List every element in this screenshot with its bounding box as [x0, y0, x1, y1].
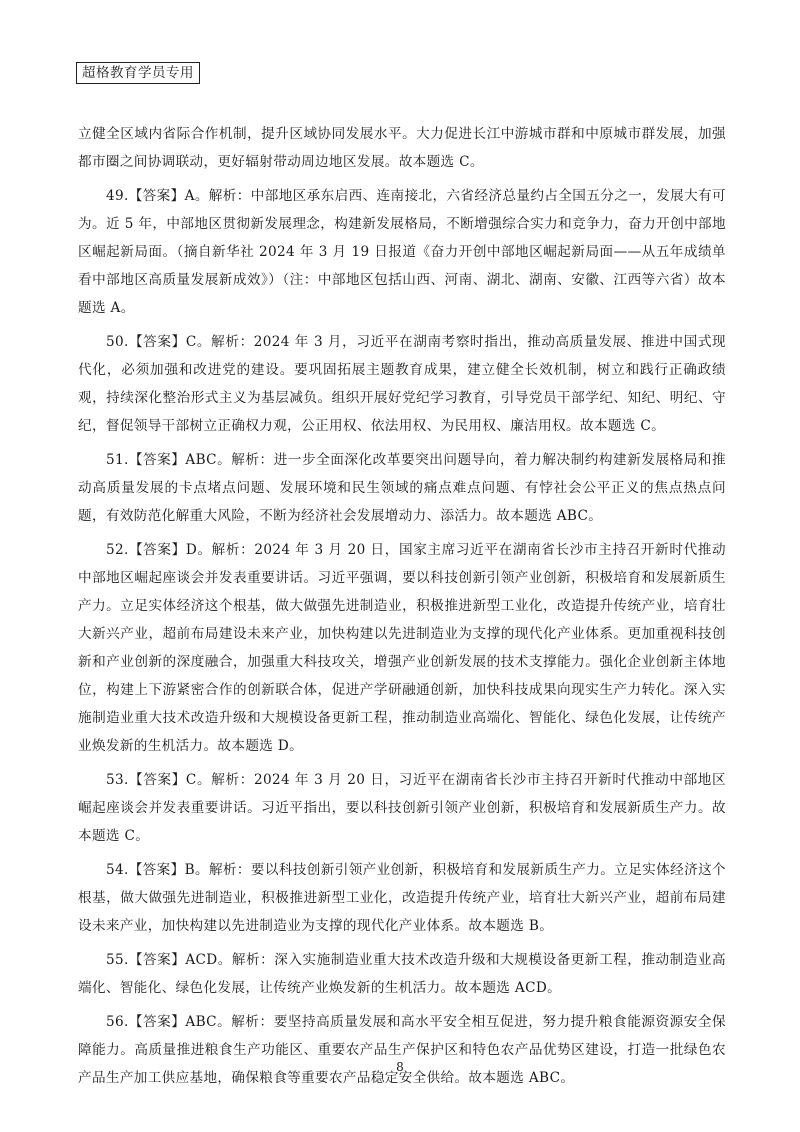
answer-49: 49.【答案】A。解析：中部地区承东启西、连南接北，六省经济总量约占全国五分之一，发展大有可为。近 5 年，中部地区贯彻新发展理念，构建新发展格局，不断增强综合实力和竞争力，奋力开创中部地区崛起新局面。（摘自新华社 2024 年 3 月 19 日报道《奋力开创中部地区崛起新局面——从五年成绩单看中部地区高质量发展新成效》）（注：中部地区包括山西、河南、湖北、湖南、安徽、江西等六省）故本题选 A。 — [78, 188, 726, 316]
page-number: 8 — [396, 1060, 404, 1074]
document-body — [78, 120, 726, 1098]
answer-52: 52.【答案】D。解析：2024 年 3 月 20 日，国家主席习近平在湖南省长沙市主持召开新时代推动中部地区崛起座谈会并发表重要讲话。习近平强调，要以科技创新引领产业创新，积极培育和发展新质生产力。立足实体经济这个根基，做大做强先进制造业，积极推进新型工业化，改造提升传统产业，培育壮大新兴产业，超前布局建设未来产业，加快构建以先进制造业为支撑的现代化产业体系。更加重视科技创新和产业创新的深度融合，加强重大科技攻关，增强产业创新发展的技术支撑能力。强化企业创新主体地位，构建上下游紧密合作的创新联合体，促进产学研融通创新，加快科技成果向现实生产力转化。深入实施制造业重大技术改造升级和大规模设备更新工程，推动制造业高端化、智能化、绿色化发展，让传统产业焕发新的生机活力。故本题选 D。 — [78, 542, 726, 754]
answer-53: 53.【答案】C。解析：2024 年 3 月 20 日，习近平在湖南省长沙市主持召开新时代推动中部地区崛起座谈会并发表重要讲话。习近平指出，要以科技创新引领产业创新，积极培育和发展新质生产力。故本题选 C。 — [78, 772, 726, 844]
answer-56: 56.【答案】ABC。解析：要坚持高质量发展和高水平安全相互促进，努力提升粮食能源资源安全保障能力。高质量推进粮食生产功能区、重要农产品生产保护区和特色农产品优势区建设，打造一批绿色农产品生产加工供应基地，确保粮食等重要农产品稳定安全供给。故本题选 ABC。 — [78, 1014, 726, 1086]
answer-55: 55.【答案】ACD。解析：深入实施制造业重大技术改造升级和大规模设备更新工程，推动制造业高端化、智能化、绿色化发展，让传统产业焕发新的生机活力。故本题选 ACD。 — [78, 952, 726, 996]
watermark-stamp: 超格教育学员专用 — [76, 62, 200, 84]
answer-50: 50.【答案】C。解析：2024 年 3 月，习近平在湖南考察时指出，推动高质量发展、推进中国式现代化，必须加强和改进党的建设。要巩固拓展主题教育成果，建立健全长效机制，树立和践行正确政绩观，持续深化整治形式主义为基层减负。组织开展好党纪学习教育，引导党员干部学纪、知纪、明纪、守纪，督促领导干部树立正确权力观，公正用权、依法用权、为民用权、廉洁用权。故本题选 C。 — [78, 334, 726, 434]
answer-54: 54.【答案】B。解析：要以科技创新引领产业创新，积极培育和发展新质生产力。立足实体经济这个根基，做大做强先进制造业，积极推进新型工业化，改造提升传统产业，培育壮大新兴产业，超前布局建设未来产业，加快构建以先进制造业为支撑的现代化产业体系。故本题选 B。 — [78, 862, 726, 934]
paragraph-continuation: 立健全区域内省际合作机制，提升区域协同发展水平。大力促进长江中游城市群和中原城市群发展，加强都市圈之间协调联动，更好辐射带动周边地区发展。故本题选 C。 — [78, 126, 726, 170]
answer-51: 51.【答案】ABC。解析：进一步全面深化改革要突出问题导向，着力解决制约构建新发展格局和推动高质量发展的卡点堵点问题、发展环境和民生领域的痛点难点问题、有悖社会公平正义的焦点热点问题，有效防范化解重大风险，不断为经济社会发展增动力、添活力。故本题选 ABC。 — [78, 452, 726, 524]
